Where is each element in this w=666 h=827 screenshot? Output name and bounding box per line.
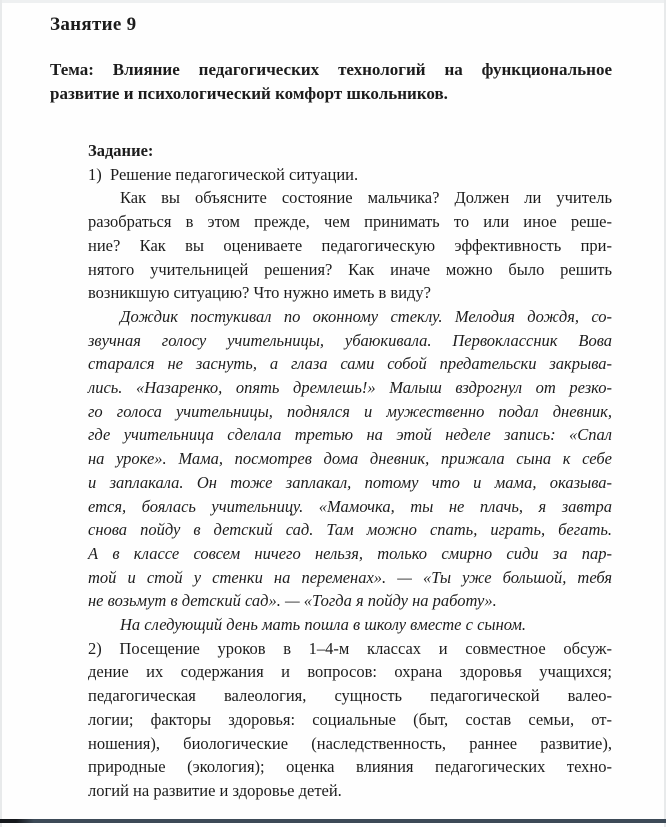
task-label: Задание: (88, 141, 154, 160)
text-line: старался не заснуть, а глаза сами собой предательски закрыва- (88, 354, 612, 374)
text-line: природные (экология); оценка влияния педагогических техно- (88, 757, 612, 777)
story-paragraph (88, 305, 612, 613)
text-line: А в классе совсем ничего нельзя, только смирно сиди за пар- (88, 543, 612, 563)
text-line: развитие и психологический комфорт школьников. (50, 84, 448, 103)
text-line: звучная голосу учительницы, убаюкивала. Первоклассник Вова (88, 330, 612, 350)
task-section (88, 139, 612, 803)
text-line: лись. «Назаренко, опять дремлешь!» Малыш вздрогнул от резко- (88, 378, 612, 398)
page-bottom-rule (0, 819, 666, 823)
text-line: ношения), биологические (наследственность, раннее развитие), (88, 733, 612, 753)
story-closing-line (88, 613, 612, 637)
text-line: Дождик постукивал по оконному стеклу. Мелодия дождя, со- (120, 306, 612, 326)
lesson-heading: Занятие 9 (50, 14, 137, 35)
text-line: той и стой у стенки на переменах». — «Ты уже большой, тебя (88, 567, 612, 587)
theme-paragraph (50, 58, 612, 106)
text-line: го голоса учительницы, поднялся и мужественно подал дневник, (88, 401, 612, 421)
text-line: где учительница сделала третью на этой неделе запись: «Спал (88, 425, 612, 445)
text-line: снова пойду в детский сад. Там можно спать, играть, бегать. (88, 520, 612, 540)
text-line: На следующий день мать пошла в школу вместе с сыном. (120, 615, 527, 635)
text-line: не возьмут в детский сад». — «Тогда я пойду на работу». (88, 591, 497, 611)
text-line: Как вы объясните состояние мальчика? Должен ли учитель (120, 188, 612, 208)
text-line: 2) Посещение уроков в 1–4-м классах и совместное обсуж- (88, 638, 612, 658)
text-line: 1) Решение педагогической ситуации. (88, 164, 359, 184)
task-paragraphs (88, 163, 612, 803)
scan-edge-top (0, 0, 666, 3)
task-item-2 (88, 637, 612, 803)
text-line: педагогическая валеология, сущность педагогической валео- (88, 686, 612, 706)
text-line: возникшую ситуацию? Что нужно иметь в виду? (88, 283, 431, 303)
text-line: логий на развитие и здоровье детей. (88, 780, 342, 800)
text-line: дение их содержания и вопросов: охрана здоровья учащихся; (88, 662, 612, 682)
text-line: на уроке». Мама, посмотрев дома дневник, прижала сына к себе (88, 449, 612, 469)
text-line: логии; факторы здоровья: социальные (быт, состав семьи, от- (88, 709, 612, 729)
text-line: разобраться в этом прежде, чем принимать то или иное реше- (88, 212, 612, 232)
text-line: и заплакала. Он тоже заплакал, потому что и мама, оказыва- (88, 472, 612, 492)
scan-edge-left (0, 0, 2, 827)
task-item-1 (88, 163, 612, 187)
text-line: Тема: Влияние педагогических технологий на функциональное (50, 60, 612, 79)
theme-lines (50, 58, 612, 106)
text-line: ется, боялась учительницу. «Мамочка, ты не плачь, я завтра (88, 496, 612, 516)
text-line: ние? Как вы оцениваете педагогическую эффективность при- (88, 235, 612, 255)
question-paragraph (88, 186, 612, 305)
text-line: нятого учительницей решения? Как иначе можно было решить (88, 259, 612, 279)
